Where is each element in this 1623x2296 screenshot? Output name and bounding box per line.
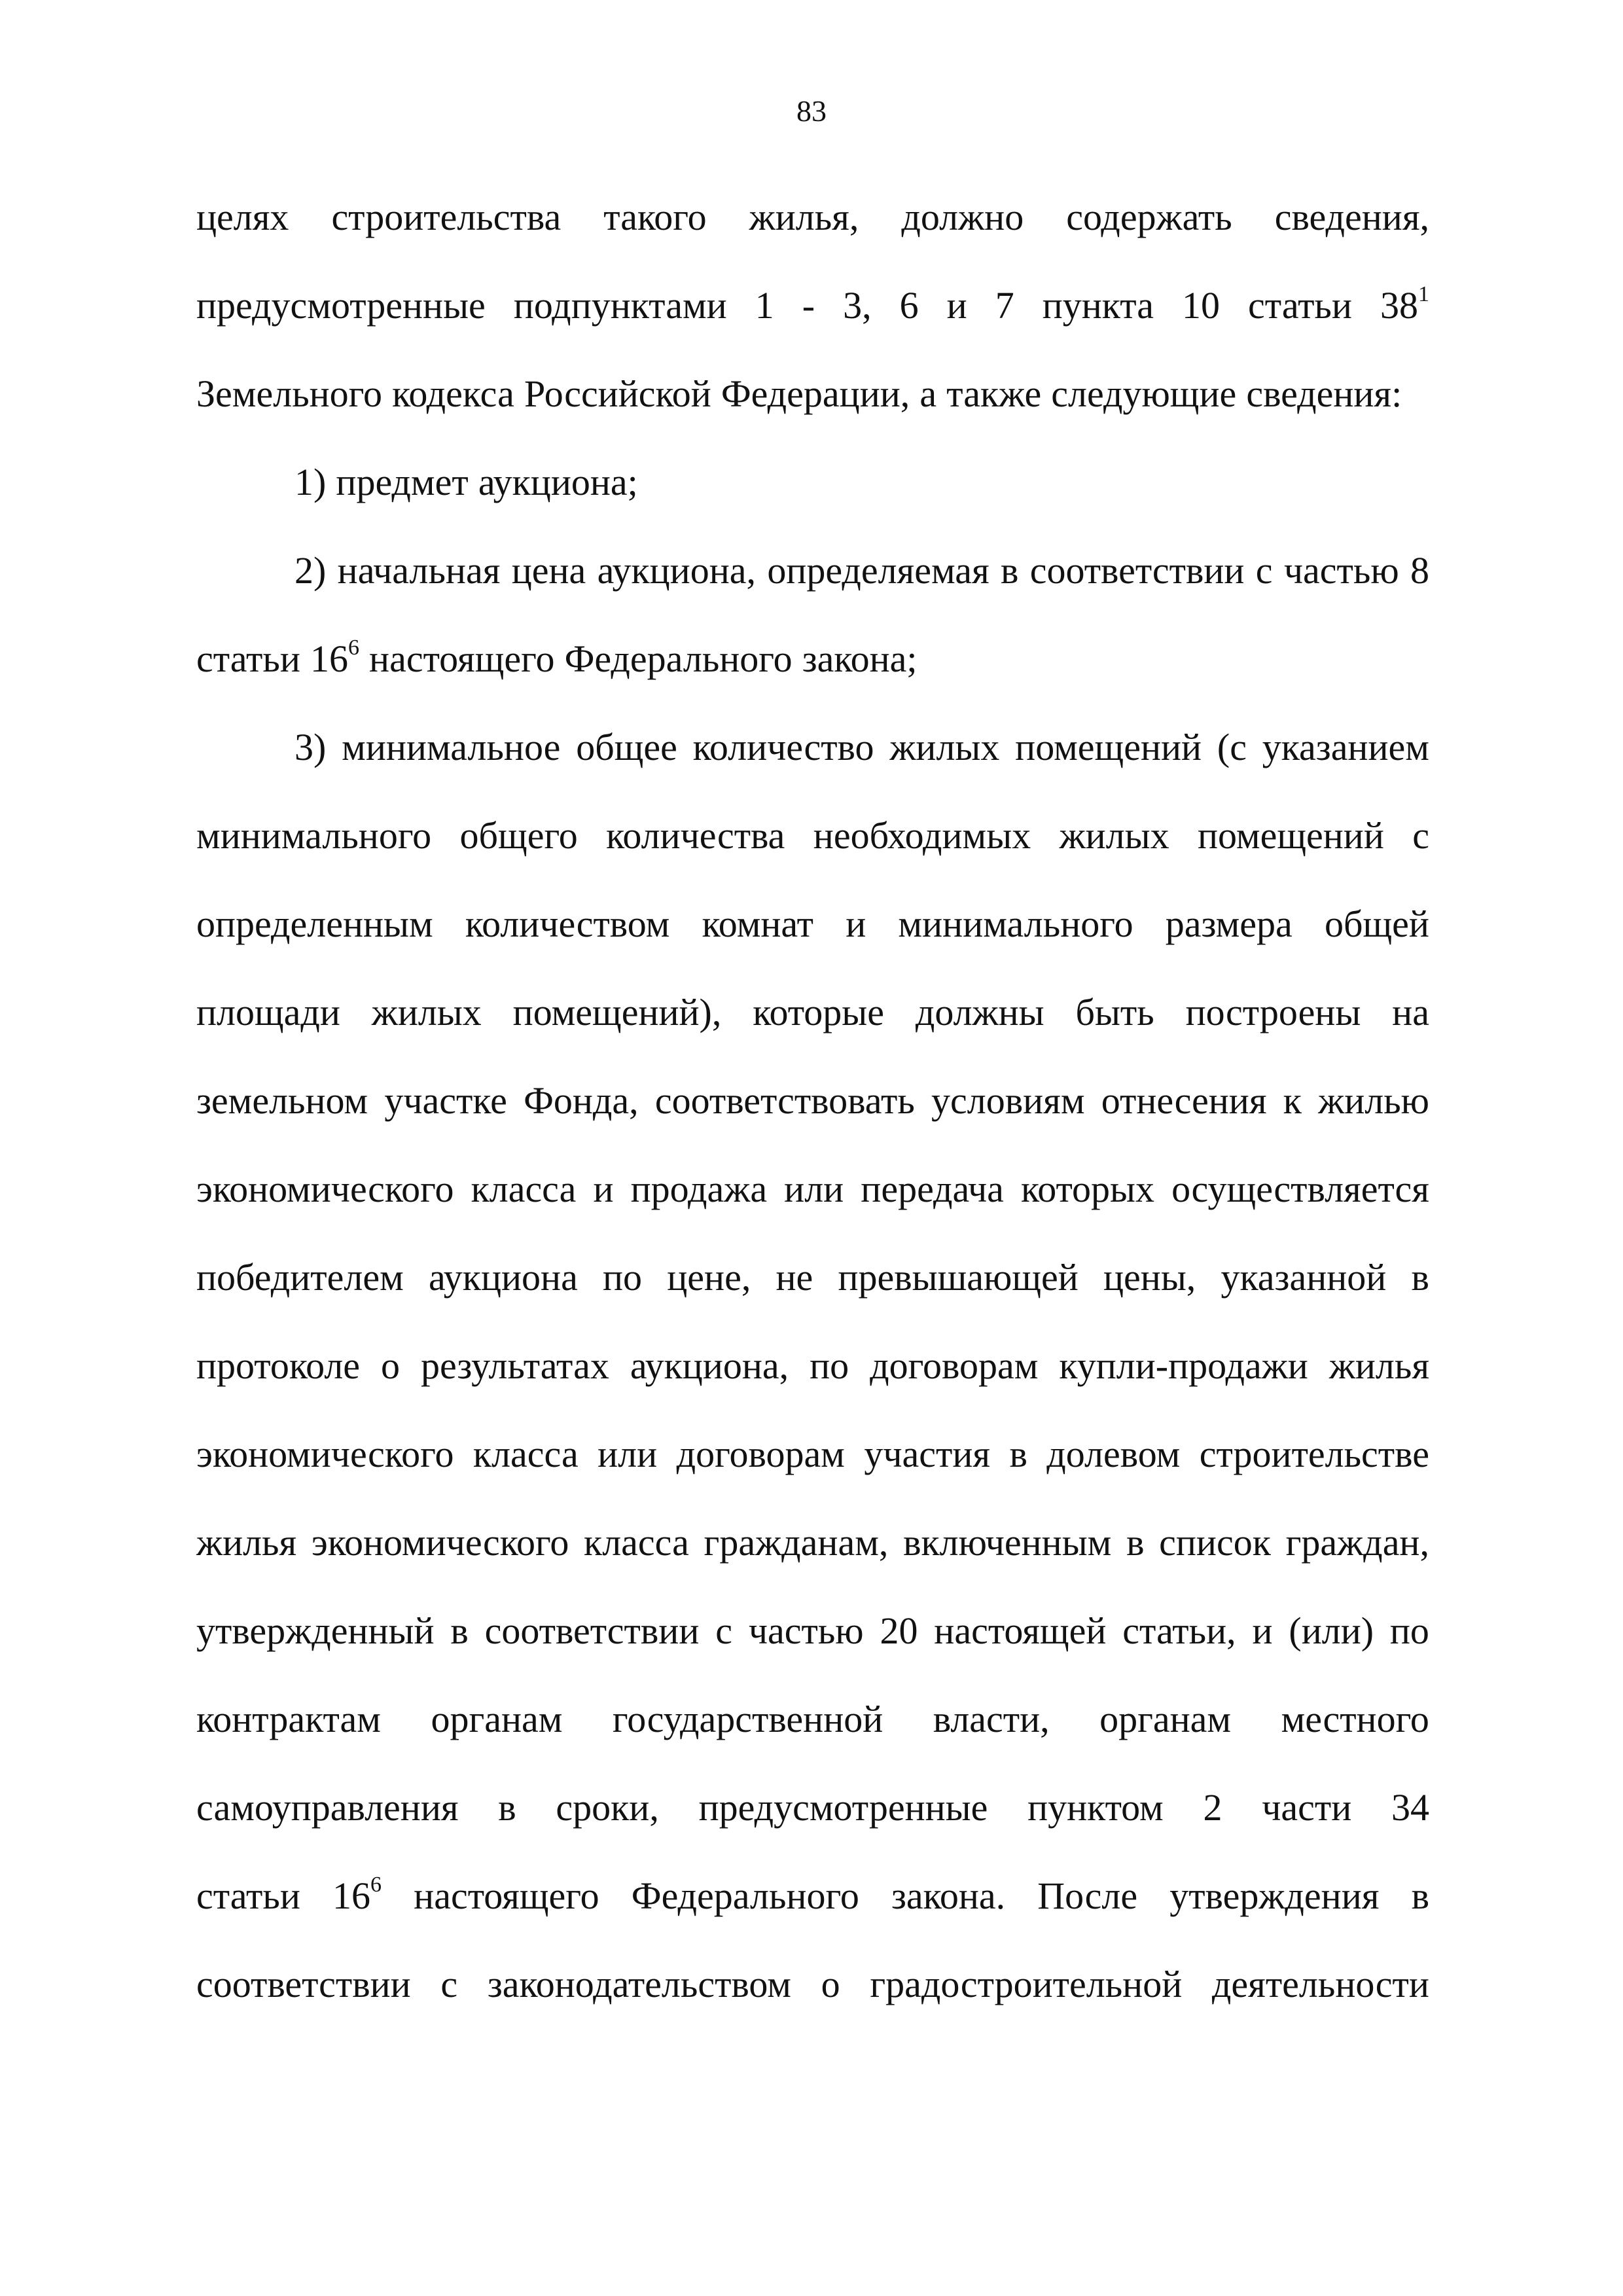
text-word: с [715, 1609, 732, 1652]
text-word: следующие [1051, 372, 1237, 415]
text-word: граждан, [1285, 1521, 1429, 1564]
text-word: экономического [196, 1168, 454, 1210]
text-word: с [440, 1963, 458, 2005]
text-word: строительства [331, 196, 562, 238]
text-word: настоящего [369, 637, 555, 680]
text-word: общее [576, 726, 677, 768]
text-word: минимальное [342, 726, 561, 768]
text-word: жилья, [749, 196, 859, 238]
text-word: и [946, 284, 967, 327]
text-word: соответствии [196, 1963, 411, 2005]
text-word: 3) [294, 726, 327, 768]
text-word: которых [1020, 1168, 1155, 1210]
text-word: долевом [1046, 1433, 1181, 1475]
text-word: аукциона, [597, 549, 756, 592]
text-word: определяемая [767, 549, 990, 592]
text-word: 8 [1410, 549, 1429, 592]
text-word: необходимых [813, 814, 1031, 857]
text-word: 2) [294, 549, 327, 592]
text-word: закона. [891, 1874, 1006, 1917]
text-word: частью [748, 1609, 864, 1652]
text-word: 3, [843, 284, 872, 327]
text-line [196, 261, 1429, 350]
document-body [196, 173, 1429, 2028]
text-word: класса [471, 1168, 577, 1210]
text-word: включенным [903, 1521, 1112, 1564]
text-word: земельном [196, 1079, 368, 1122]
text-word: класса [584, 1521, 689, 1564]
text-word: передача [861, 1168, 1004, 1210]
text-word: результатах [420, 1344, 609, 1387]
text-line [196, 1498, 1429, 1587]
text-word: 6 [899, 284, 919, 327]
text-word: о [380, 1344, 400, 1387]
text-word: количества [606, 814, 785, 857]
text-word: помещений [1197, 814, 1384, 857]
text-word: осуществляется [1171, 1168, 1429, 1210]
text-word: органам [431, 1698, 563, 1740]
text-word: минимального [898, 903, 1133, 945]
text-word: утвержденный [196, 1609, 435, 1652]
text-word: цене, [667, 1256, 751, 1299]
text-word: также [946, 372, 1042, 415]
text-word: количество [692, 726, 874, 768]
text-word: в [1411, 1874, 1429, 1917]
text-word: аукциона, [630, 1344, 789, 1387]
text-word: площади [196, 991, 340, 1033]
text-line [196, 880, 1429, 968]
text-word: жилья [196, 1521, 297, 1564]
text-line [196, 1940, 1429, 2028]
text-word: утверждения [1169, 1874, 1380, 1917]
text-word: в [450, 1609, 469, 1652]
text-word: жилья [1329, 1344, 1429, 1387]
text-word: начальная [337, 549, 501, 592]
text-word: список [1159, 1521, 1271, 1564]
text-word: в [1411, 1256, 1429, 1299]
text-word: быть [1075, 991, 1154, 1033]
text-word: части [1262, 1786, 1352, 1829]
text-word: органам [1099, 1698, 1232, 1740]
text-word: и [1252, 1609, 1273, 1652]
text-word: договорам [870, 1344, 1039, 1387]
text-word: соответствии [1029, 549, 1245, 592]
text-word: размера [1165, 903, 1293, 945]
text-line [196, 1321, 1429, 1410]
text-word: 1) [294, 461, 327, 503]
text-word: не [776, 1256, 813, 1299]
text-word: целях [196, 196, 289, 238]
text-word: контрактам [196, 1698, 381, 1740]
text-word: продажа [630, 1168, 768, 1210]
text-word: 2 [1203, 1786, 1222, 1829]
text-word: комнат [702, 903, 814, 945]
text-word: деятельности [1211, 1963, 1429, 2005]
text-word: $16^6$ [332, 1873, 382, 1917]
text-word: $38^1$ [1380, 282, 1429, 327]
text-word: экономического [311, 1521, 569, 1564]
text-word: в [498, 1786, 516, 1829]
text-word: статьи, [1122, 1609, 1236, 1652]
text-word: указанием [1262, 726, 1429, 768]
text-word: с [1412, 814, 1429, 857]
text-word: Российской [524, 372, 711, 415]
text-word: к [1283, 1079, 1302, 1122]
text-word: на [1392, 991, 1429, 1033]
text-word: участия [864, 1433, 991, 1475]
text-line [196, 438, 1429, 526]
text-line [196, 1410, 1429, 1498]
text-word: класса [473, 1433, 579, 1475]
text-word: общего [459, 814, 578, 857]
text-word: победителем [196, 1256, 404, 1299]
text-word: указанной [1221, 1256, 1387, 1299]
text-word: с [1255, 549, 1273, 592]
text-word: а [919, 372, 937, 415]
text-word: протоколе [196, 1344, 361, 1387]
text-word: - [802, 284, 815, 327]
text-word: (или) [1289, 1609, 1374, 1652]
text-word: гражданам, [704, 1521, 889, 1564]
text-word: подпунктами [513, 284, 727, 327]
text-word: аукциона; [478, 461, 638, 503]
text-word: законодательством [487, 1963, 791, 2005]
text-word: 1 [755, 284, 774, 327]
text-word: цены, [1103, 1256, 1196, 1299]
page-number: 83 [796, 94, 827, 128]
text-word: жилью [1318, 1079, 1429, 1122]
text-word: Федерации, [721, 372, 910, 415]
text-word: цена [511, 549, 586, 592]
text-line [196, 1233, 1429, 1321]
text-word: настоящей [934, 1609, 1107, 1652]
text-word: экономического [196, 1433, 454, 1475]
text-word: $16^6$ [310, 636, 359, 680]
text-word: 34 [1391, 1786, 1429, 1829]
text-line [196, 968, 1429, 1056]
text-word: содержать [1066, 196, 1232, 238]
text-word: определенным [196, 903, 433, 945]
text-word: условиям [931, 1079, 1085, 1122]
text-line [196, 1852, 1429, 1940]
text-word: участке [384, 1079, 507, 1122]
text-line [196, 703, 1429, 791]
text-word: общей [1324, 903, 1429, 945]
text-word: статьи [1248, 284, 1352, 327]
text-word: помещений), [512, 991, 722, 1033]
text-word: самоуправления [196, 1786, 459, 1829]
text-word: построены [1185, 991, 1361, 1033]
text-word: купли-продажи [1059, 1344, 1308, 1387]
text-word: в [1001, 549, 1019, 592]
text-word: соответствовать [654, 1079, 915, 1122]
text-word: (с [1217, 726, 1247, 768]
text-word: по [810, 1344, 849, 1387]
text-word: закона; [802, 637, 918, 680]
text-word: отнесения [1101, 1079, 1267, 1122]
text-word: о [821, 1963, 840, 2005]
text-word: 7 [995, 284, 1014, 327]
text-word: договорам [676, 1433, 845, 1475]
text-line [196, 1763, 1429, 1852]
text-word: сроки, [556, 1786, 659, 1829]
text-line [196, 526, 1429, 615]
text-word: и [593, 1168, 614, 1210]
text-word: Федерального [564, 637, 793, 680]
text-word: превышающей [838, 1256, 1079, 1299]
text-word: статьи [196, 1874, 300, 1917]
text-word: 20 [880, 1609, 918, 1652]
text-word: или [597, 1433, 658, 1475]
text-word: пунктом [1027, 1786, 1164, 1829]
text-word: статьи [196, 637, 300, 680]
text-word: предмет [336, 461, 469, 503]
text-line [196, 1056, 1429, 1145]
text-word: в [1009, 1433, 1027, 1475]
text-word: частью [1283, 549, 1399, 592]
text-word: местного [1281, 1698, 1429, 1740]
text-word: строительстве [1199, 1433, 1429, 1475]
text-word: жилых [371, 991, 482, 1033]
text-word: должно [901, 196, 1024, 238]
text-word: количеством [465, 903, 670, 945]
text-word: сведения, [1274, 196, 1429, 238]
text-word: аукциона [428, 1256, 578, 1299]
text-word: помещений [1015, 726, 1202, 768]
text-line [196, 173, 1429, 261]
text-word: или [784, 1168, 844, 1210]
text-word: пункта [1042, 284, 1154, 327]
text-word: государственной [612, 1698, 883, 1740]
text-word: такого [603, 196, 707, 238]
text-line [196, 615, 1429, 703]
text-word: предусмотренные [698, 1786, 988, 1829]
text-line [196, 1145, 1429, 1233]
text-word: соответствии [484, 1609, 700, 1652]
text-line [196, 791, 1429, 880]
text-word: Земельного [196, 372, 383, 415]
text-word: минимального [196, 814, 432, 857]
text-word: кодекса [392, 372, 514, 415]
text-word: Федерального [631, 1874, 859, 1917]
text-word: После [1037, 1874, 1138, 1917]
text-word: предусмотренные [196, 284, 486, 327]
text-word: власти, [933, 1698, 1050, 1740]
text-word: градостроительной [870, 1963, 1183, 2005]
text-line [196, 1675, 1429, 1763]
text-word: жилых [1059, 814, 1169, 857]
text-word: должны [915, 991, 1044, 1033]
text-line [196, 1587, 1429, 1675]
text-word: 10 [1182, 284, 1221, 327]
text-word: Фонда, [524, 1079, 639, 1122]
text-word: в [1126, 1521, 1145, 1564]
text-line [196, 350, 1429, 438]
text-word: и [846, 903, 866, 945]
text-word: по [1389, 1609, 1429, 1652]
text-word: сведения: [1246, 372, 1402, 415]
text-word: которые [753, 991, 884, 1033]
text-word: настоящего [414, 1874, 599, 1917]
text-word: жилых [889, 726, 1000, 768]
text-word: по [603, 1256, 643, 1299]
